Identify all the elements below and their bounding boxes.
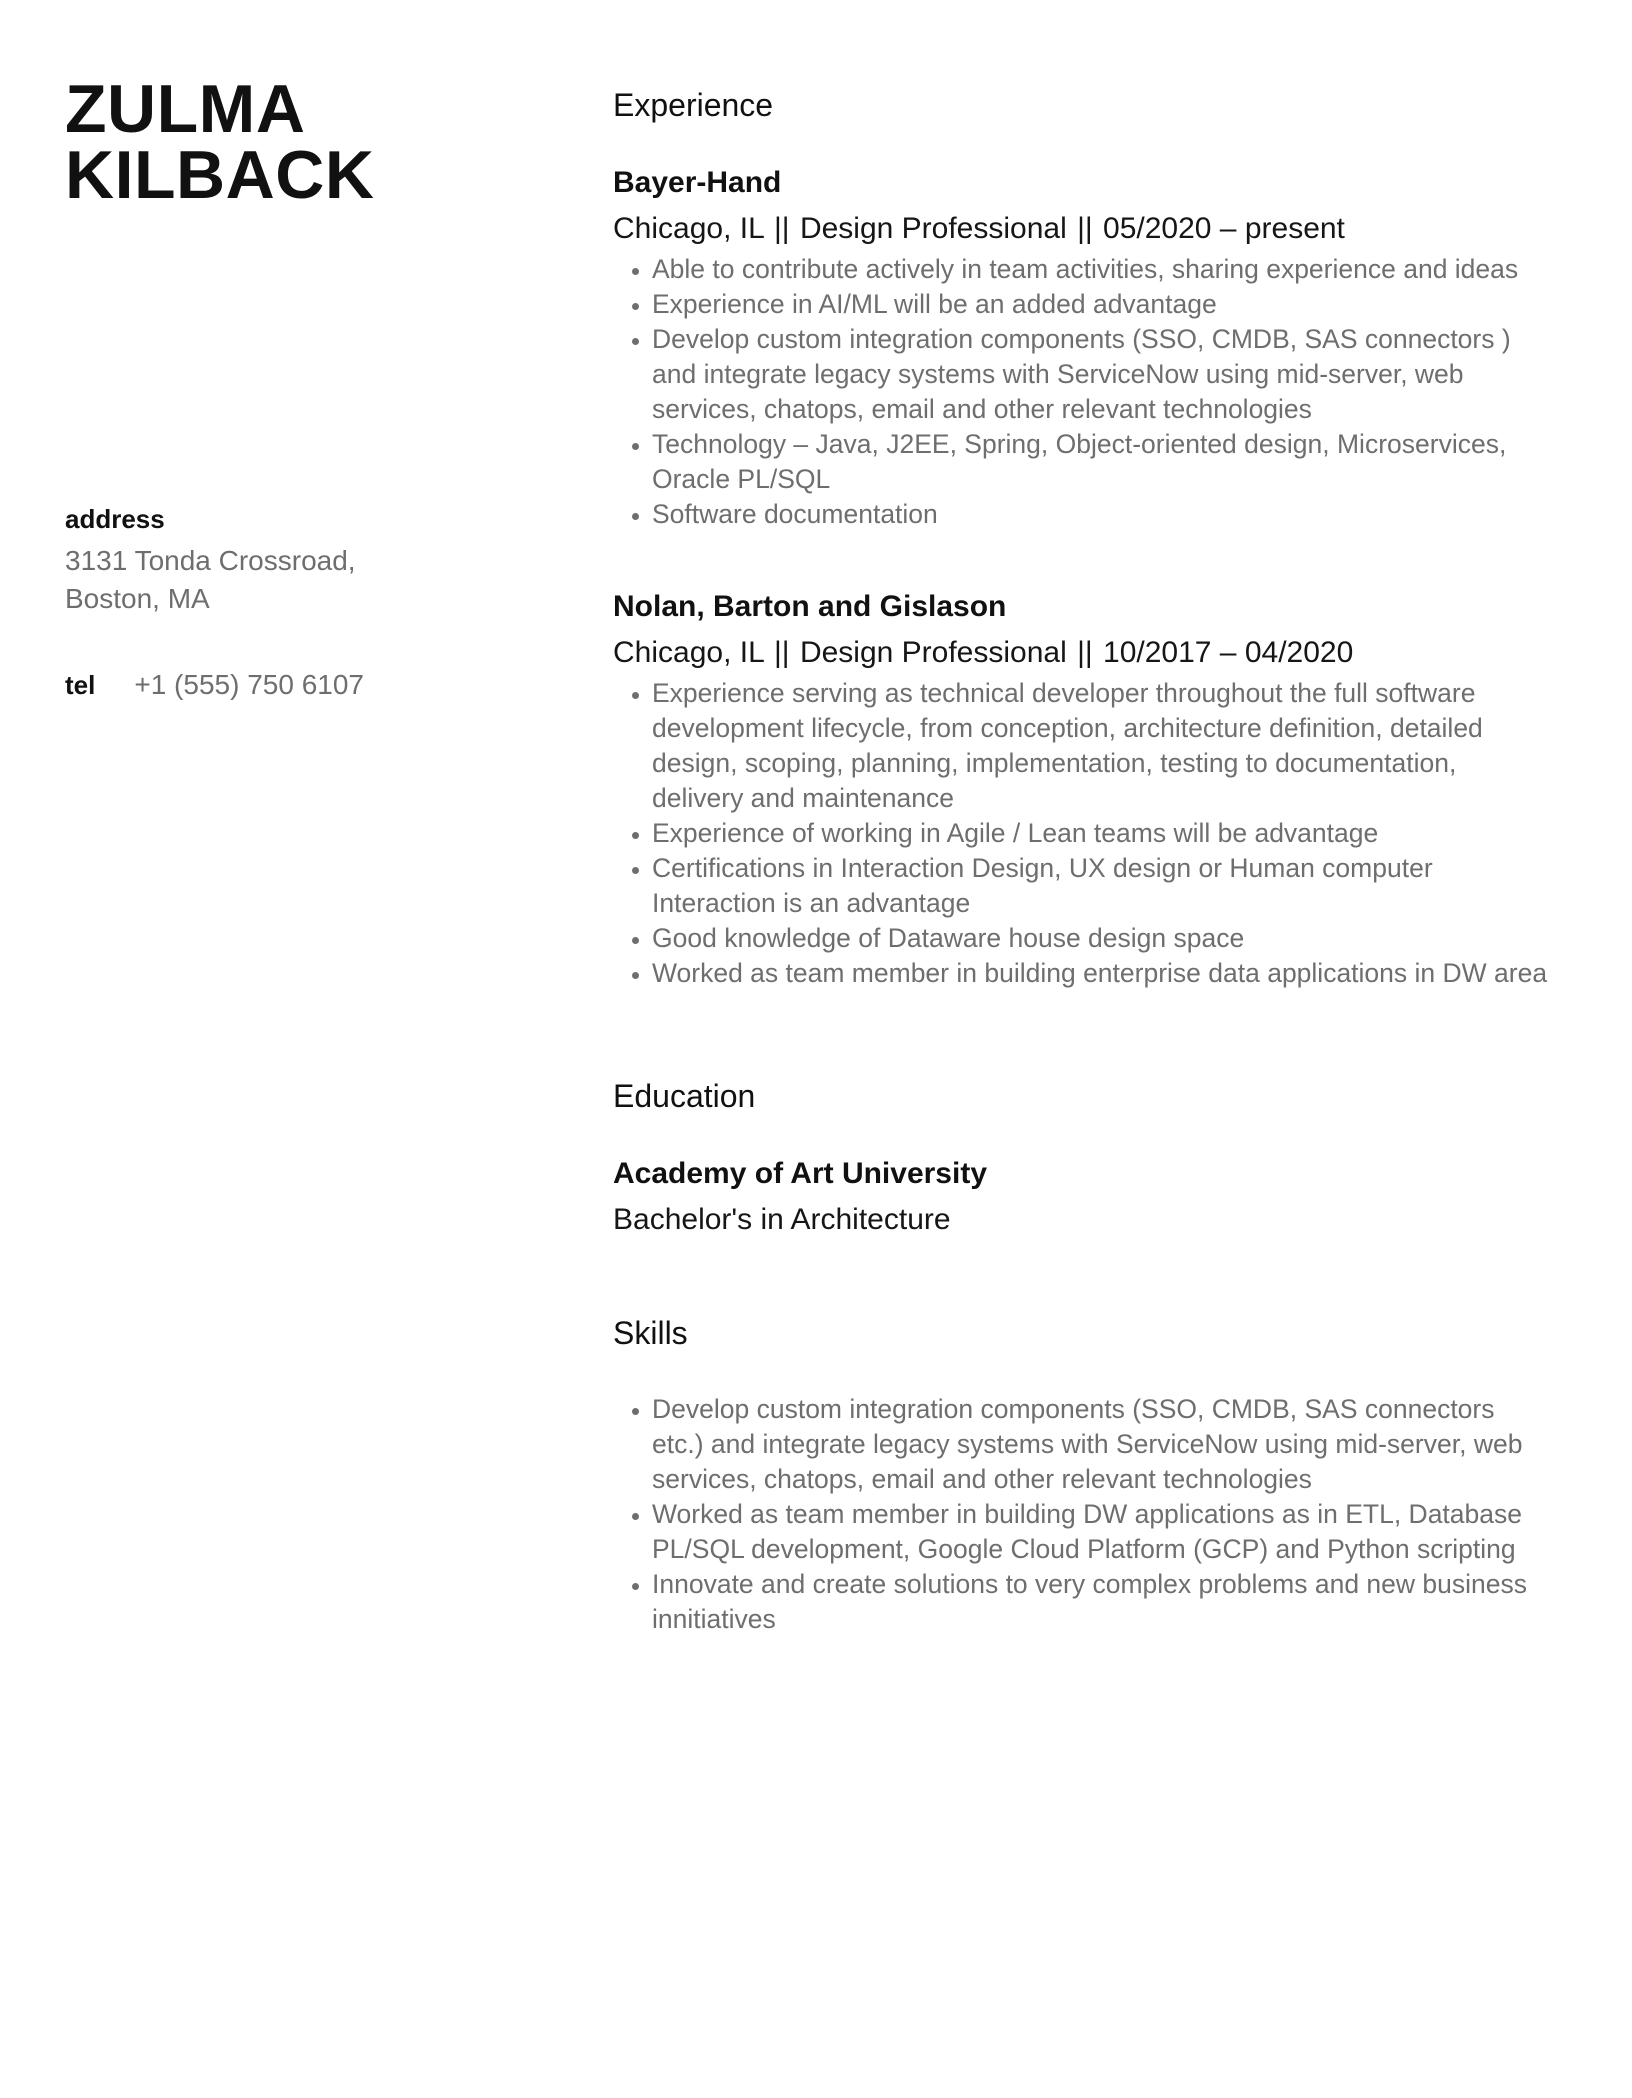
- job-role: Design Professional: [799, 636, 1067, 669]
- bullet-item: • Worked as team member in building enterprise data applications in DW area: [652, 956, 1552, 991]
- degree: Bachelor's in Architecture: [613, 1203, 951, 1236]
- bullet-item: • Innovate and create solutions to very complex problems and new business innitiatives: [652, 1567, 1552, 1637]
- school-name: Academy of Art University: [613, 1157, 988, 1190]
- contact-block: [65, 502, 613, 704]
- bullet-item: • Good knowledge of Dataware house design space: [652, 921, 1552, 956]
- job-dates: 05/2020 – present: [1103, 212, 1345, 245]
- bullet-item: • Experience in AI/ML will be an added advantage: [652, 287, 1552, 322]
- bullet-item: • Develop custom integration components (SSO, CMDB, SAS connectors ) and integrate legacy systems with ServiceNow using mid-server, web services, chatops, email and other relevant technologies: [652, 322, 1552, 427]
- tel-label: tel: [65, 670, 96, 700]
- job-bullets: [613, 252, 1552, 532]
- sidebar: [65, 71, 613, 2098]
- meta-separator: ||: [1077, 212, 1093, 245]
- job-entry: [613, 588, 1552, 991]
- bullet-item: • Experience serving as technical developer throughout the full software development lifecycle, from conception, architecture definition, detailed design, scoping, planning, implementation, testing to documentation, delivery and maintenance: [652, 676, 1552, 816]
- bullet-item: • Software documentation: [652, 497, 1552, 532]
- section-title-skills: Skills: [613, 1315, 688, 1351]
- skills-bullets: [613, 1392, 1552, 1637]
- section-experience: [613, 84, 1552, 991]
- job-entry: [613, 164, 1552, 532]
- person-first-name: ZULMA: [65, 71, 306, 147]
- address-value: [65, 542, 613, 618]
- job-location: Chicago, IL: [613, 636, 764, 669]
- bullet-item: • Able to contribute actively in team activities, sharing experience and ideas: [652, 252, 1552, 287]
- job-dates: 10/2017 – 04/2020: [1103, 636, 1354, 669]
- section-title-experience: Experience: [613, 87, 774, 123]
- address-line-2: Boston, MA: [65, 583, 210, 614]
- bullet-item: • Technology – Java, J2EE, Spring, Object-oriented design, Microservices, Oracle PL/SQL: [652, 427, 1552, 497]
- company-name: Bayer-Hand: [613, 166, 782, 199]
- address-label: address: [65, 504, 165, 534]
- job-meta: [613, 634, 1552, 672]
- bullet-item: • Develop custom integration components (SSO, CMDB, SAS connectors etc.) and integrate legacy systems with ServiceNow using mid-server, web services, chatops, email and other relevant technologies: [652, 1392, 1552, 1497]
- person-name: [65, 71, 613, 213]
- meta-separator: ||: [774, 212, 790, 245]
- meta-separator: ||: [774, 636, 790, 669]
- job-role: Design Professional: [799, 212, 1067, 245]
- person-last-name: KILBACK: [65, 137, 375, 213]
- main-column: [613, 76, 1552, 2098]
- section-education: [613, 1075, 1552, 1239]
- section-skills: [613, 1312, 1552, 1637]
- job-meta: [613, 210, 1552, 248]
- bullet-item: • Experience of working in Agile / Lean teams will be advantage: [652, 816, 1552, 851]
- bullet-item: • Worked as team member in building DW applications as in ETL, Database PL/SQL development, Google Cloud Platform (GCP) and Python scripting: [652, 1497, 1552, 1567]
- tel-value: +1 (555) 750 6107: [134, 669, 364, 700]
- address-line-1: 3131 Tonda Crossroad,: [65, 545, 356, 576]
- company-name: Nolan, Barton and Gislason: [613, 590, 1007, 623]
- bullet-item: • Certifications in Interaction Design, UX design or Human computer Interaction is an advantage: [652, 851, 1552, 921]
- section-title-education: Education: [613, 1078, 756, 1114]
- job-location: Chicago, IL: [613, 212, 764, 245]
- meta-separator: ||: [1077, 636, 1093, 669]
- job-bullets: [613, 676, 1552, 991]
- tel-row: [65, 666, 613, 704]
